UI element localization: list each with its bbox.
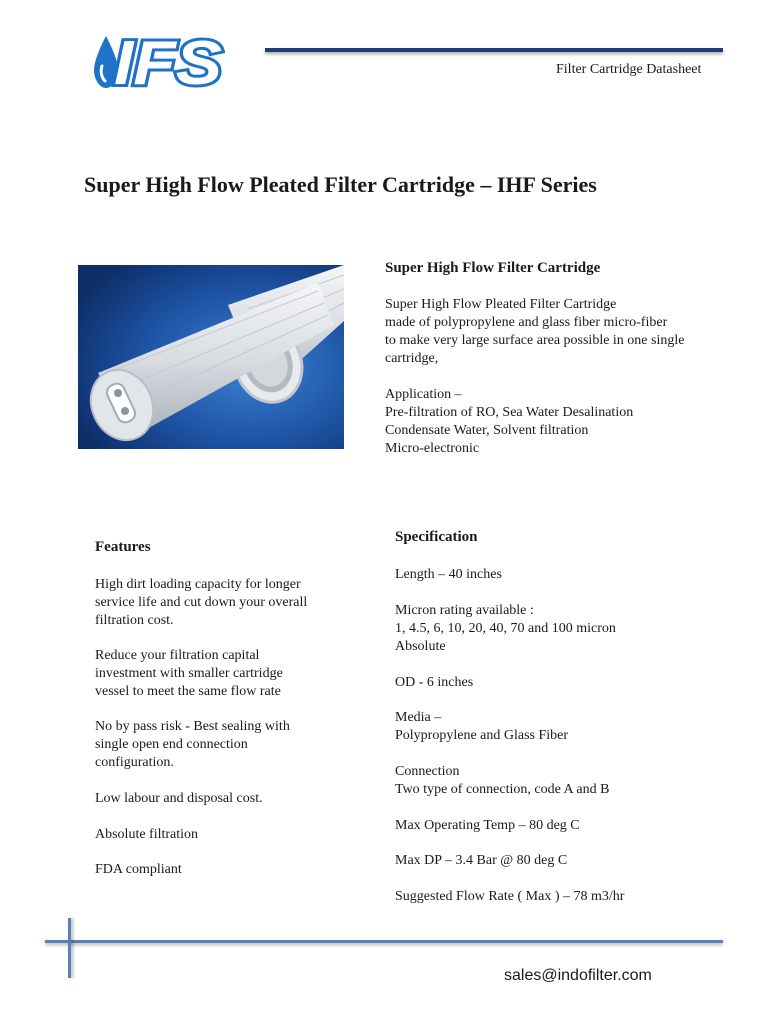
spec-item-max-temp: Max Operating Temp – 80 deg C <box>395 818 580 833</box>
feature-item: FDA compliant <box>95 862 182 877</box>
header-rule <box>265 48 723 52</box>
feature-item: Low labour and disposal cost. <box>95 791 263 806</box>
spec-item-od: OD - 6 inches <box>395 675 474 690</box>
logo-text: IFS <box>114 29 222 98</box>
specification-heading: Specification <box>395 529 478 545</box>
product-photo <box>78 265 344 449</box>
spec-item-flow-rate: Suggested Flow Rate ( Max ) – 78 m3/hr <box>395 889 625 904</box>
spec-item-connection: Connection Two type of connection, code A and B <box>395 764 610 797</box>
description-text: Super High Flow Pleated Filter Cartridge made of polypropylene and glass fiber micro-fiber to make very large surface area possible in one single cartridge, <box>385 297 685 366</box>
footer-vertical-rule <box>68 918 71 978</box>
header-label: Filter Cartridge Datasheet <box>556 62 702 77</box>
spec-item-max-dp: Max DP – 3.4 Bar @ 80 deg C <box>395 853 568 868</box>
feature-item: High dirt loading capacity for longer service life and cut down your overall filtration cost. <box>95 577 308 628</box>
contact-email[interactable]: sales@indofilter.com <box>504 967 652 984</box>
spec-item-micron: Micron rating available : 1, 4.5, 6, 10, 20, 40, 70 and 100 micron Absolute <box>395 603 616 654</box>
features-heading: Features <box>95 539 151 555</box>
application-text: Application – Pre-filtration of RO, Sea Water Desalination Condensate Water, Solvent filtration Micro-electronic <box>385 387 634 456</box>
page-title: Super High Flow Pleated Filter Cartridge – IHF Series <box>84 172 597 197</box>
description-heading: Super High Flow Filter Cartridge <box>385 260 601 276</box>
footer-rule <box>45 940 723 943</box>
company-logo <box>92 18 226 98</box>
feature-item: No by pass risk - Best sealing with single open end connection configuration. <box>95 719 290 770</box>
spec-item-length: Length – 40 inches <box>395 567 502 582</box>
spec-item-media: Media – Polypropylene and Glass Fiber <box>395 710 569 743</box>
feature-item: Reduce your filtration capital investment with smaller cartridge vessel to meet the same flow rate <box>95 648 283 699</box>
feature-item: Absolute filtration <box>95 827 199 842</box>
